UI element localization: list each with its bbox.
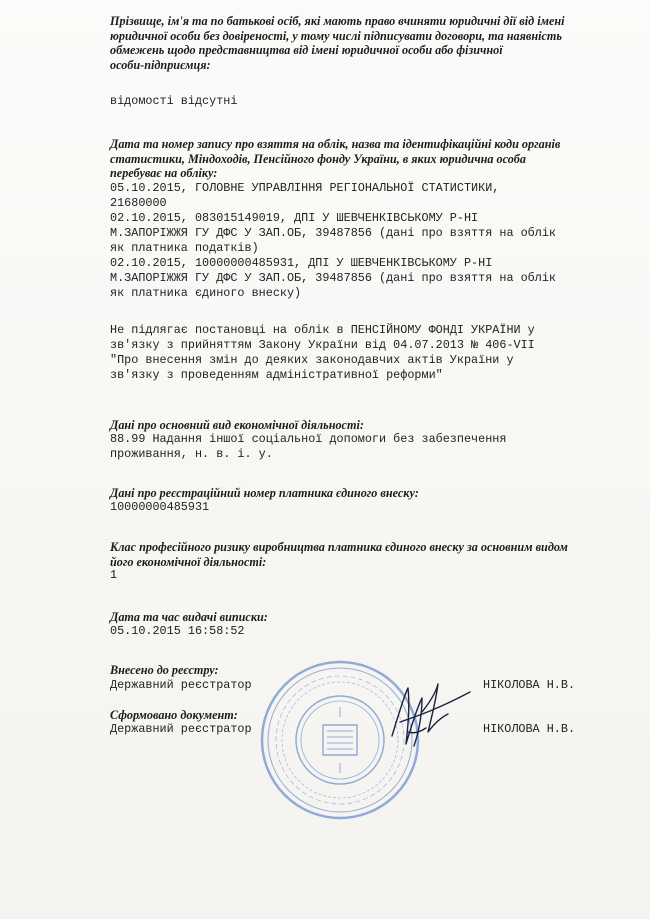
payer-number-label: Дані про реєстраційний номер платника єдиного внеску: [110, 486, 419, 500]
entered-role: Державний реєстратор [110, 678, 252, 692]
representatives-value: відомості відсутні [110, 94, 238, 108]
activity-label: Дані про основний вид економічної діяльності: [110, 418, 364, 432]
signature-graphic [378, 676, 478, 756]
registration-label: Дата та номер запису про взяття на облік, назва та ідентифікаційні коди органів статистики, Міндоходів, Пенсійного фонду України, в яких юридична особа перебуває на обліку: [110, 137, 561, 181]
registration-value: 05.10.2015, ГОЛОВНЕ УПРАВЛІННЯ РЕГІОНАЛЬНОЇ СТАТИСТИКИ, 21680000 02.10.2015, 083015149019, ДПІ У ШЕВЧЕНКІВСЬКОМУ Р-НІ М.ЗАПОРІЖЖЯ ГУ ДФС У ЗАП.ОБ, 39487856 (дані про взяття на облік як платника податків) 02.10.2015, 10000000485931, ДПІ У ШЕВЧЕНКІВСЬКОМУ Р-НІ М.ЗАПОРІЖЖЯ ГУ ДФС У ЗАП.ОБ, 39487856 (дані про взяття на облік як платника єдиного внеску) [110, 181, 556, 300]
formed-registrar-name: НІКОЛОВА Н.В. [483, 722, 576, 736]
representatives-label: Прізвище, ім'я та по батькові осіб, які мають право вчиняти юридичні дії від імені юридичної особи без довіреності, у тому числі підписувати договори, та наявність обмежень щодо представництва від імені юридичної особи або фізичної особи-підприємця: [110, 14, 565, 72]
issue-datetime-label: Дата та час видачі виписки: [110, 610, 268, 624]
risk-class-value: 1 [110, 568, 118, 582]
issue-datetime-value: 05.10.2015 16:58:52 [110, 624, 245, 638]
entered-registrar-name: НІКОЛОВА Н.В. [483, 678, 576, 692]
risk-class-label: Клас професійного ризику виробництва платника єдиного внеску за основним видом його економічної діяльності: [110, 540, 568, 569]
activity-value: 88.99 Надання іншої соціальної допомоги без забезпечення проживання, н. в. і. у. [110, 432, 507, 461]
payer-number-value: 10000000485931 [110, 500, 210, 514]
handwritten-signature-icon [378, 676, 478, 761]
pension-fund-note: Не підлягає постановці на облік в ПЕНСІЙНОМУ ФОНДІ УКРАЇНИ у зв'язку з прийняттям Закону України від 04.07.2013 № 406-VII "Про внесення змін до деяких законодавчих актів України у зв'язку з проведенням адміністративної реформи" [110, 323, 535, 382]
entered-label: Внесено до реєстру: [110, 663, 219, 677]
formed-role: Державний реєстратор [110, 722, 252, 736]
formed-label: Сформовано документ: [110, 708, 238, 722]
